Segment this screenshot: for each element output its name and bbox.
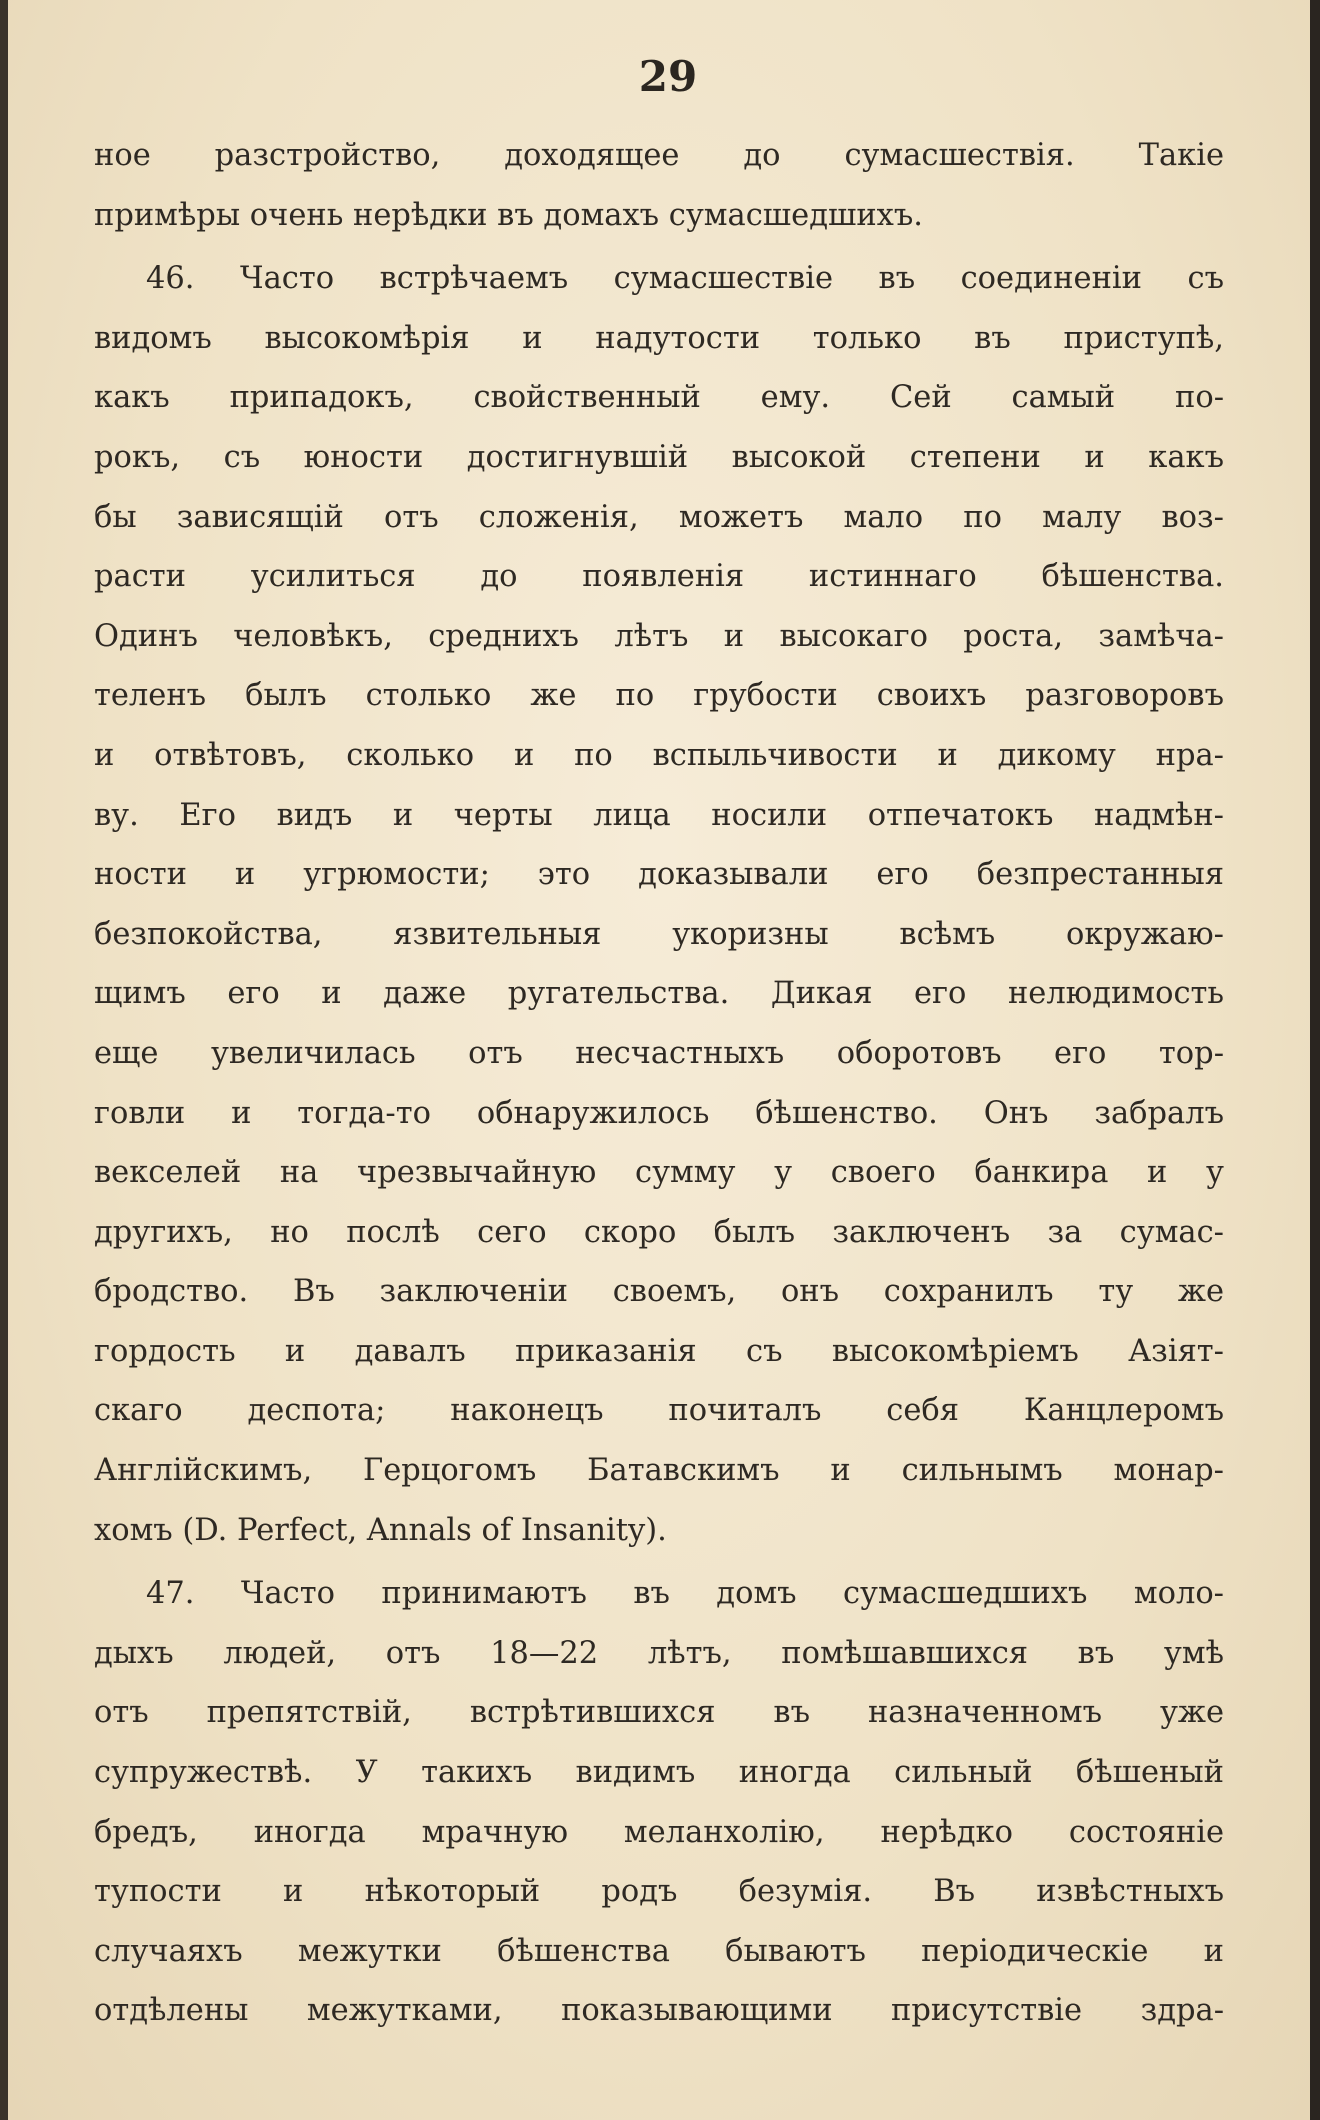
text-line: щимъ его и даже ругательства. Дикая его нелюдимость — [94, 976, 1224, 1012]
text-line: ное разстройство, доходящее до сумасшествія. Такіе — [94, 138, 1224, 173]
text-line: расти усилиться до появленія истиннаго бѣшенства. — [94, 559, 1224, 595]
text-line: и отвѣтовъ, сколько и по вспыльчивости и дикому нра- — [94, 737, 1224, 773]
text-line: 47. Часто принимаютъ въ домъ сумасшедшихъ моло- — [146, 1576, 1224, 1612]
text-line: скаго деспота; наконецъ почиталъ себя Канцлеромъ — [94, 1393, 1224, 1429]
text-line: бродство. Въ заключеніи своемъ, онъ сохранилъ ту же — [94, 1274, 1224, 1310]
page-number: 29 — [638, 52, 698, 101]
text-line: примѣры очень нерѣдки въ домахъ сумасшедшихъ. — [94, 197, 923, 233]
text-line: ности и угрюмости; это доказывали его безпрестанныя — [94, 857, 1224, 893]
text-line: безпокойства, язвительныя укоризны всѣмъ окружаю- — [94, 916, 1224, 952]
text-line: тупости и нѣкоторый родъ безумія. Въ извѣстныхъ — [94, 1874, 1224, 1910]
text-line: какъ припадокъ, свойственный ему. Сей самый по- — [94, 380, 1224, 416]
paragraph — [94, 1564, 1224, 2041]
text-line: Англійскимъ, Герцогомъ Батавскимъ и сильнымъ монар- — [94, 1453, 1224, 1489]
text-line: еще увеличилась отъ несчастныхъ оборотовъ его тор- — [94, 1035, 1224, 1071]
text-line: бы зависящій отъ сложенія, можетъ мало по малу воз- — [94, 499, 1224, 535]
text-line: видомъ высокомѣрія и надутости только въ приступѣ, — [94, 320, 1224, 356]
text-line: теленъ былъ столько же по грубости своихъ разговоровъ — [94, 678, 1224, 714]
text-line: отдѣлены межутками, показывающими присутствіе здра- — [94, 1993, 1224, 2029]
text-line: случаяхъ межутки бѣшенства бываютъ періодическіе и — [94, 1933, 1224, 1969]
text-line: Одинъ человѣкъ, среднихъ лѣтъ и высокаго роста, замѣча- — [94, 618, 1224, 654]
paragraph — [94, 249, 1224, 1560]
text-line: говли и тогда-то обнаружилось бѣшенство. Онъ забралъ — [94, 1095, 1224, 1131]
text-line: отъ препятствій, встрѣтившихся въ назначенномъ уже — [94, 1695, 1224, 1731]
paragraph — [94, 126, 1224, 245]
text-line: дыхъ людей, отъ 18—22 лѣтъ, помѣшавшихся въ умѣ — [94, 1635, 1224, 1671]
text-line: бредъ, иногда мрачную меланхолію, нерѣдко состояніе — [94, 1814, 1224, 1850]
text-line: векселей на чрезвычайную сумму у своего банкира и у — [94, 1155, 1224, 1191]
text-line: ву. Его видъ и черты лица носили отпечатокъ надмѣн- — [94, 797, 1224, 833]
text-line: гордость и давалъ приказанія съ высокомѣріемъ Азіят- — [94, 1333, 1224, 1369]
text-line: 46. Часто встрѣчаемъ сумасшествіе въ соединеніи съ — [146, 261, 1224, 297]
text-line: рокъ, съ юности достигнувшій высокой степени и какъ — [94, 439, 1224, 475]
text-line: супружествѣ. У такихъ видимъ иногда сильный бѣшеный — [94, 1755, 1224, 1791]
text-line: хомъ (D. Perfect, Annals of Insanity). — [94, 1512, 667, 1548]
page-text — [94, 126, 1224, 2041]
text-line: другихъ, но послѣ сего скоро былъ заключенъ за сумас- — [94, 1214, 1224, 1250]
